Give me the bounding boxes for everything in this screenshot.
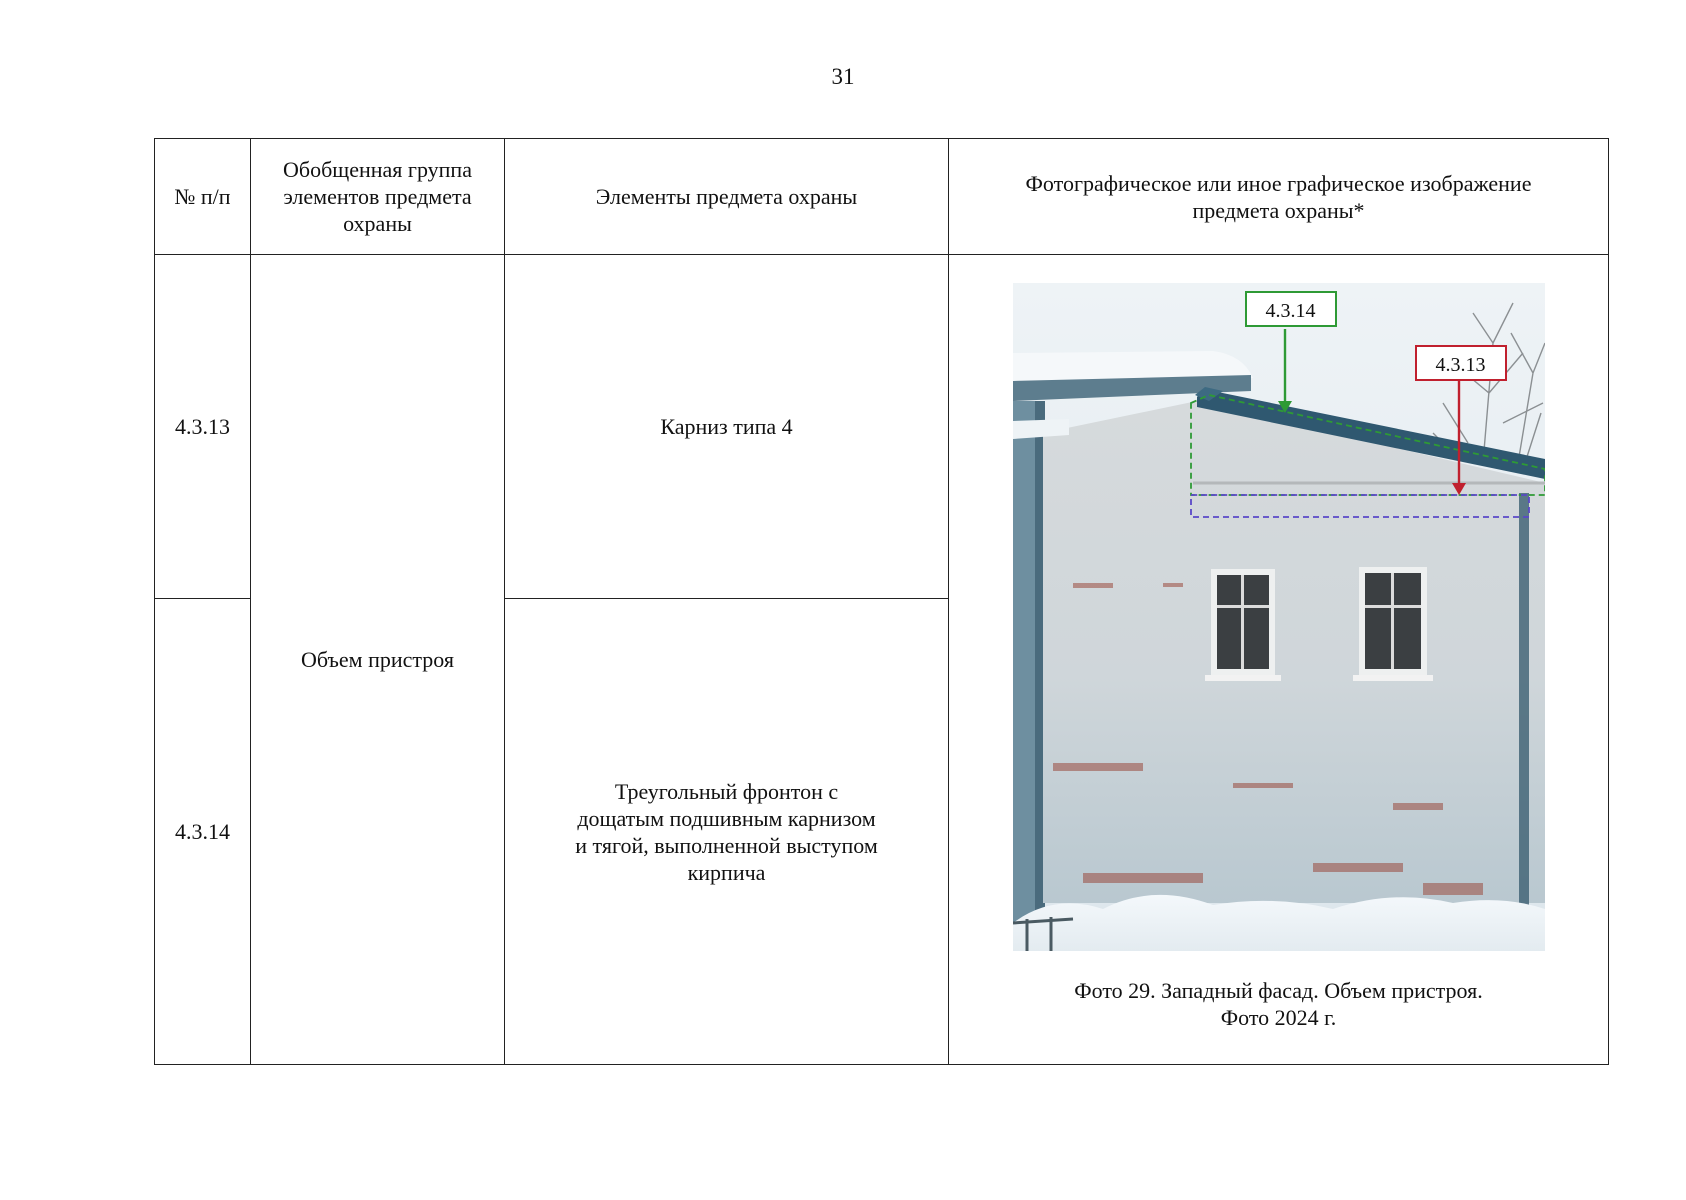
facade-photo-image [1013,283,1545,951]
callout-4-3-13: 4.3.13 [1415,345,1507,381]
table-header-row [155,139,1609,255]
row-element: Треугольный фронтон с дощатым подшивным карнизом и тягой, выполненной выступом кирпича [505,599,949,1065]
facade-photo [1013,283,1545,951]
table-row [155,255,1609,599]
page-number: 31 [831,64,855,89]
window-right [1353,567,1433,681]
window-left [1205,569,1281,681]
photo-cell [949,255,1609,1065]
header-group: Обобщенная группа элементов предмета охраны [251,139,505,255]
photo-caption [949,977,1608,1031]
caption-line-2: Фото 2024 г. [1220,1005,1337,1030]
callout-4-3-14: 4.3.14 [1245,291,1337,327]
row-num: 4.3.14 [155,599,251,1065]
row-element: Карниз типа 4 [505,255,949,599]
header-image: Фотографическое или иное графическое изображение предмета охраны* [949,139,1609,255]
caption-line-1: Фото 29. Западный фасад. Объем пристроя. [1074,978,1483,1003]
group-cell: Объем пристроя [251,255,505,1065]
header-elements: Элементы предмета охраны [505,139,949,255]
header-num: № п/п [155,139,251,255]
protection-table [154,138,1609,1065]
row-num: 4.3.13 [155,255,251,599]
